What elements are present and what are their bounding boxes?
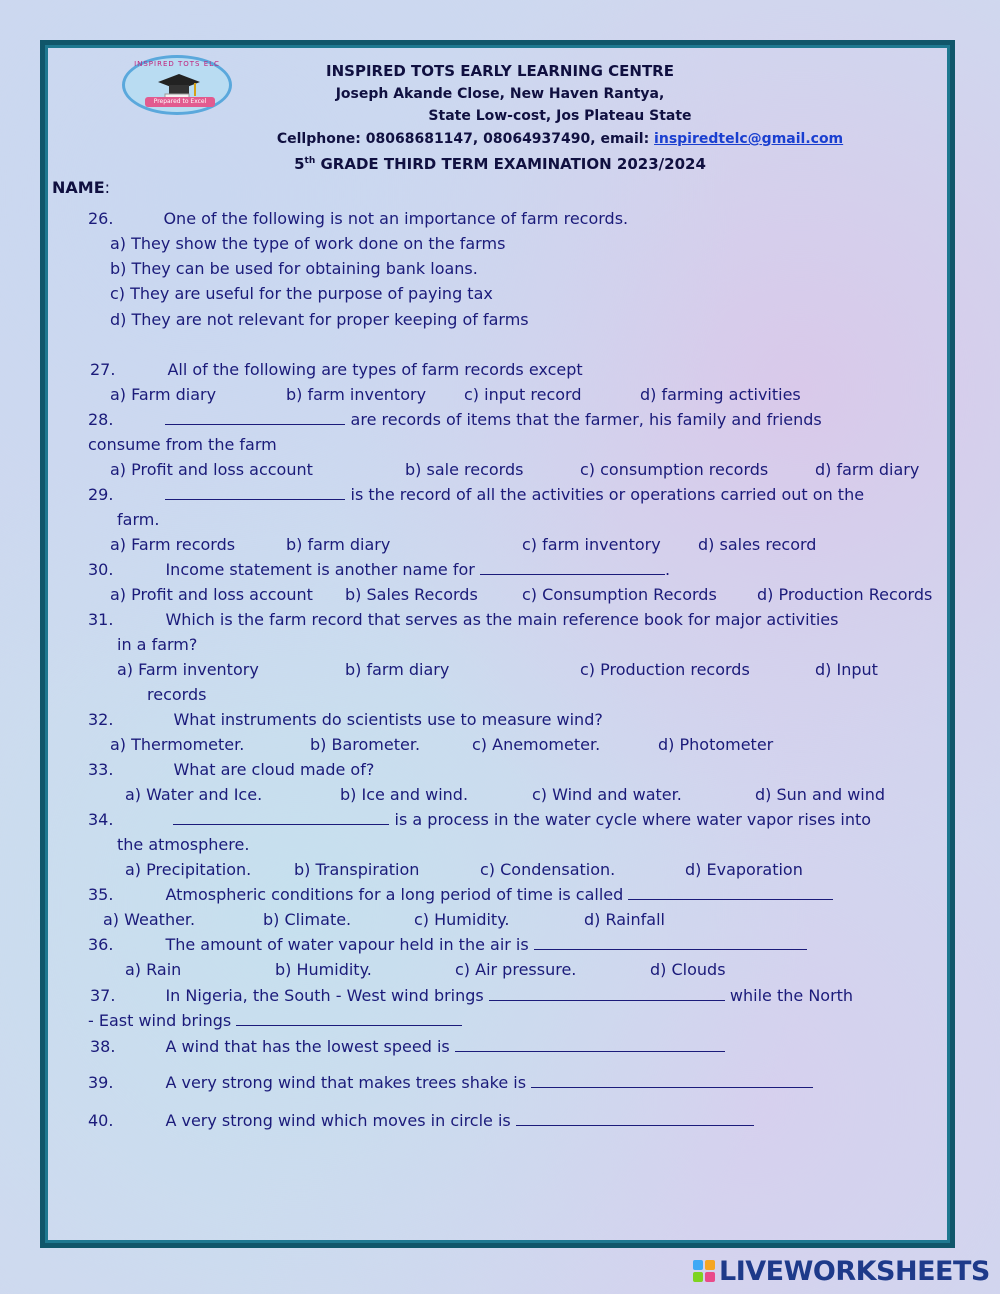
- answer-blank[interactable]: [165, 485, 345, 500]
- q29-text-cont: farm.: [117, 510, 160, 529]
- question-number: 33.: [88, 760, 114, 779]
- answer-blank[interactable]: [628, 885, 833, 900]
- question-33: [88, 760, 374, 780]
- q35-option-b[interactable]: b) Climate.: [263, 910, 352, 929]
- answer-blank[interactable]: [455, 1037, 725, 1052]
- address-line-1: Joseph Akande Close, New Haven Rantya,: [335, 86, 665, 102]
- question-number: 30.: [88, 560, 114, 579]
- name-label: [52, 178, 110, 197]
- question-number: 39.: [88, 1073, 114, 1092]
- q30-option-d[interactable]: d) Production Records: [757, 585, 933, 604]
- q36-option-c[interactable]: c) Air pressure.: [455, 960, 577, 979]
- question-text-mid: while the North: [724, 986, 854, 1005]
- q34-option-c[interactable]: c) Condensation.: [480, 860, 616, 879]
- q27-option-d[interactable]: d) farming activities: [640, 385, 801, 404]
- answer-blank[interactable]: [534, 935, 807, 950]
- question-text: The amount of water vapour held in the air is: [165, 935, 534, 954]
- question-text: A very strong wind which moves in circle is: [165, 1111, 516, 1130]
- question-text: Atmospheric conditions for a long period of time is called: [165, 885, 629, 904]
- question-39: [88, 1073, 813, 1093]
- question-26: [88, 209, 628, 229]
- question-text: are records of items that the farmer, his family and friends: [345, 410, 822, 429]
- q33-option-b[interactable]: b) Ice and wind.: [340, 785, 469, 804]
- exam-title-text: GRADE THIRD TERM EXAMINATION 2023/2024: [315, 155, 706, 173]
- address-line-2: State Low-cost, Jos Plateau State: [428, 108, 692, 124]
- q36-option-b[interactable]: b) Humidity.: [275, 960, 372, 979]
- q29-option-b[interactable]: b) farm diary: [286, 535, 391, 554]
- question-number: 32.: [88, 710, 114, 729]
- liveworksheets-icon: [693, 1260, 715, 1282]
- question-number: 27.: [90, 360, 116, 379]
- question-number: 40.: [88, 1111, 114, 1130]
- q34-option-b[interactable]: b) Transpiration: [294, 860, 420, 879]
- q30-option-a[interactable]: a) Profit and loss account: [110, 585, 313, 604]
- question-38: [90, 1037, 725, 1057]
- question-number: 35.: [88, 885, 114, 904]
- question-number: 38.: [90, 1037, 116, 1056]
- question-31: [88, 610, 838, 630]
- question-text: One of the following is not an importance of farm records.: [163, 209, 629, 228]
- q29-option-d[interactable]: d) sales record: [698, 535, 817, 554]
- q28-option-d[interactable]: d) farm diary: [815, 460, 920, 479]
- question-number: 31.: [88, 610, 114, 629]
- logo-text: INSPIRED TOTS ELC: [134, 60, 220, 68]
- q29-option-c[interactable]: c) farm inventory: [522, 535, 661, 554]
- q31-option-a[interactable]: a) Farm inventory: [117, 660, 259, 679]
- q32-option-b[interactable]: b) Barometer.: [310, 735, 421, 754]
- question-29: [88, 485, 864, 505]
- question-number: 28.: [88, 410, 114, 429]
- question-text-cont: - East wind brings: [88, 1011, 237, 1030]
- question-32: [88, 710, 603, 730]
- q32-option-a[interactable]: a) Thermometer.: [110, 735, 245, 754]
- question-text: What instruments do scientists use to measure wind?: [173, 710, 603, 729]
- answer-blank[interactable]: [531, 1073, 813, 1088]
- question-number: 34.: [88, 810, 114, 829]
- q35-option-c[interactable]: c) Humidity.: [414, 910, 510, 929]
- contact-prefix: Cellphone: 08068681147, 08064937490, email:: [276, 131, 655, 147]
- question-number: 37.: [90, 986, 116, 1005]
- q26-option-d[interactable]: d) They are not relevant for proper keeping of farms: [110, 310, 529, 329]
- logo-motto: Prepared to Excel: [145, 97, 215, 107]
- q30-option-c[interactable]: c) Consumption Records: [522, 585, 717, 604]
- q28-option-c[interactable]: c) consumption records: [580, 460, 769, 479]
- question-text: In Nigeria, the South - West wind brings: [165, 986, 489, 1005]
- question-text: What are cloud made of?: [173, 760, 375, 779]
- exam-title: [0, 155, 1000, 173]
- question-number: 29.: [88, 485, 114, 504]
- question-28: [88, 410, 822, 430]
- question-number: 36.: [88, 935, 114, 954]
- question-36: [88, 935, 807, 955]
- q32-option-d[interactable]: d) Photometer: [658, 735, 774, 754]
- question-text: Which is the farm record that serves as the main reference book for major activities: [165, 610, 839, 629]
- q27-option-c[interactable]: c) input record: [464, 385, 582, 404]
- q31-option-b[interactable]: b) farm diary: [345, 660, 450, 679]
- q27-option-a[interactable]: a) Farm diary: [110, 385, 217, 404]
- answer-blank[interactable]: [480, 560, 665, 575]
- q26-option-a[interactable]: a) They show the type of work done on the farms: [110, 234, 506, 253]
- q34-text-cont: the atmosphere.: [117, 835, 250, 854]
- q26-option-c[interactable]: c) They are useful for the purpose of paying tax: [110, 284, 493, 303]
- question-40: [88, 1111, 754, 1131]
- exam-grade: 5: [294, 155, 305, 173]
- q30-option-b[interactable]: b) Sales Records: [345, 585, 478, 604]
- question-text: A wind that has the lowest speed is: [165, 1037, 455, 1056]
- q32-option-c[interactable]: c) Anemometer.: [472, 735, 601, 754]
- contact-line: [0, 131, 1000, 147]
- question-30: 30. Income statement is another name for .: [88, 560, 671, 579]
- question-34: [88, 810, 871, 830]
- q35-option-a[interactable]: a) Weather.: [103, 910, 196, 929]
- answer-blank[interactable]: [236, 1011, 462, 1026]
- q31-option-c[interactable]: c) Production records: [580, 660, 750, 679]
- q26-option-b[interactable]: b) They can be used for obtaining bank loans.: [110, 259, 478, 278]
- q31-option-a-cont: records: [147, 685, 207, 704]
- q33-option-a[interactable]: a) Water and Ice.: [125, 785, 263, 804]
- school-name: INSPIRED TOTS EARLY LEARNING CENTRE: [326, 62, 674, 80]
- q37-text-cont: [88, 1011, 462, 1031]
- question-text: is the record of all the activities or operations carried out on the: [345, 485, 865, 504]
- q36-option-d[interactable]: d) Clouds: [650, 960, 726, 979]
- q36-option-a[interactable]: a) Rain: [125, 960, 182, 979]
- q33-option-d[interactable]: d) Sun and wind: [755, 785, 886, 804]
- q27-option-b[interactable]: b) farm inventory: [286, 385, 427, 404]
- q31-text-cont: in a farm?: [117, 635, 198, 654]
- q34-option-a[interactable]: a) Precipitation.: [125, 860, 252, 879]
- liveworksheets-brand: LIVEWORKSHEETS: [719, 1256, 990, 1287]
- question-37: [90, 986, 853, 1006]
- q34-option-d[interactable]: d) Evaporation: [685, 860, 803, 879]
- answer-blank[interactable]: [516, 1111, 754, 1126]
- q29-option-a[interactable]: a) Farm records: [110, 535, 236, 554]
- question-text: Income statement is another name for: [165, 560, 480, 579]
- q33-option-c[interactable]: c) Wind and water.: [532, 785, 682, 804]
- question-text: All of the following are types of farm records except: [167, 360, 583, 379]
- q28-option-b[interactable]: b) sale records: [405, 460, 524, 479]
- name-colon: :: [104, 178, 111, 197]
- question-text: is a process in the water cycle where water vapor rises into: [389, 810, 872, 829]
- q31-option-d[interactable]: d) Input: [815, 660, 878, 679]
- q35-option-d[interactable]: d) Rainfall: [584, 910, 665, 929]
- exam-grade-suffix: th: [304, 156, 316, 166]
- answer-blank[interactable]: [489, 986, 725, 1001]
- answer-blank[interactable]: [165, 410, 345, 425]
- question-number: 26.: [88, 209, 114, 228]
- question-27: [90, 360, 583, 380]
- name-label-text: NAME: [52, 178, 105, 197]
- answer-blank[interactable]: [173, 810, 389, 825]
- question-text: A very strong wind that makes trees shake is: [165, 1073, 532, 1092]
- email-link[interactable]: inspiredtelc@gmail.com: [654, 131, 844, 147]
- q28-option-a[interactable]: a) Profit and loss account: [110, 460, 313, 479]
- q28-text-cont: consume from the farm: [88, 435, 277, 454]
- question-35: [88, 885, 833, 905]
